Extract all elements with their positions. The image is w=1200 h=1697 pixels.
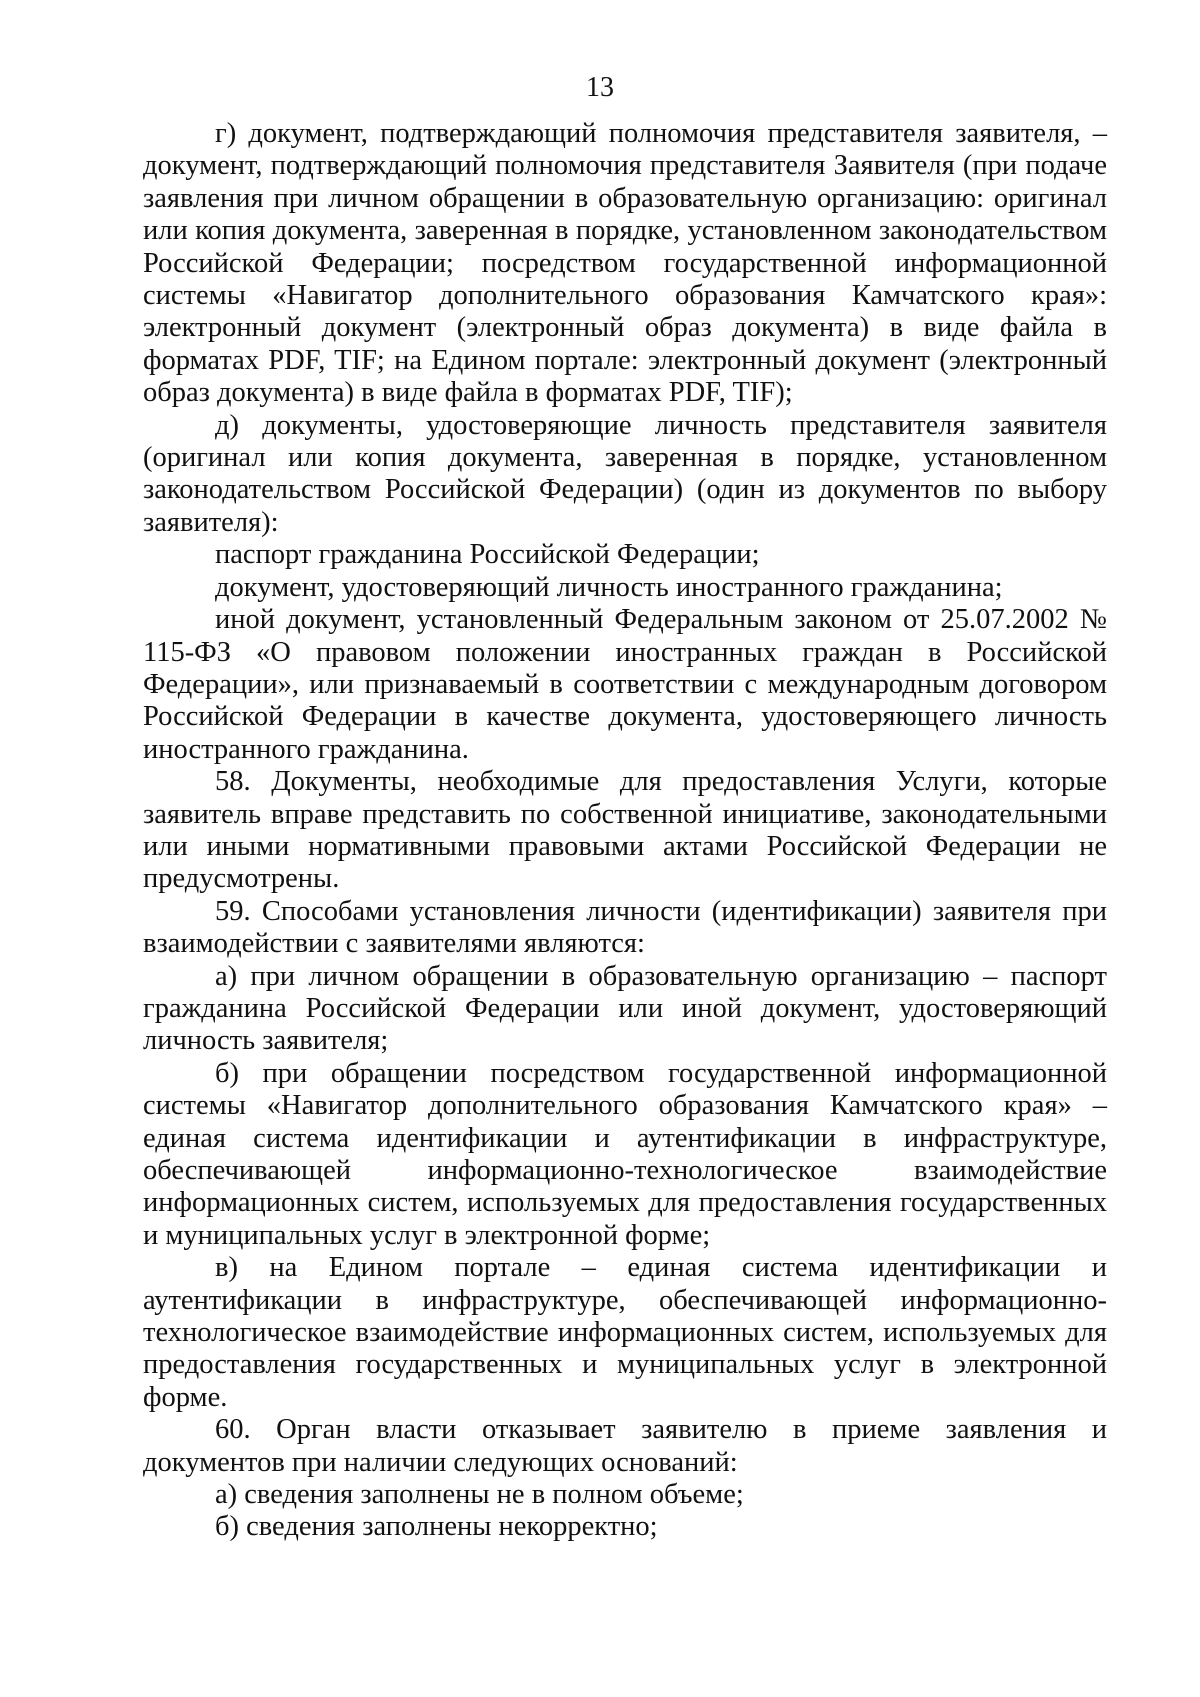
paragraph-60-b: б) сведения заполнены некорректно; <box>215 1511 658 1543</box>
paragraph-d-identity-documents: д) документы, удостоверяющие личность представителя заявителя (оригинал или копия документа, заверенная в порядке, установленном законодательством Российской Федерации) (один из документов по выбору заявителя): <box>143 409 1107 538</box>
paragraph-60: 60. Орган власти отказывает заявителю в приеме заявления и документов при наличии следующих оснований: <box>143 1414 1107 1478</box>
paragraph-60-a: а) сведения заполнены не в полном объеме; <box>215 1479 744 1511</box>
paragraph-59-a: а) при личном обращении в образовательную организацию – паспорт гражданина Российской Федерации или иной документ, удостоверяющий личность заявителя; <box>143 960 1107 1057</box>
paragraph-59-b: б) при обращении посредством государственной информационной системы «Навигатор дополнительного образования Камчатского края» – единая система идентификации и аутентификации в инфраструктуре, обеспечивающей информационно-технологическое взаимодействие информационных систем, используемых для предоставления государственных и муниципальных услуг в электронной форме; <box>143 1057 1107 1251</box>
paragraph-59: 59. Способами установления личности (идентификации) заявителя при взаимодействии с заявителями являются: <box>143 895 1107 960</box>
paragraph-58: 58. Документы, необходимые для предоставления Услуги, которые заявитель вправе представить по собственной инициативе, законодательными или иными нормативными правовыми актами Российской Федерации не предусмотрены. <box>143 766 1107 895</box>
page-number: 13 <box>586 72 614 103</box>
paragraph-other-document: иной документ, установленный Федеральным законом от 25.07.2002 № 115-ФЗ «О правовом положении иностранных граждан в Российской Федерации», или признаваемый в соответствии с международным договором Российской Федерации в качестве документа, удостоверяющего личность иностранного гражданина. <box>143 604 1107 765</box>
paragraph-passport: паспорт гражданина Российской Федерации; <box>215 539 760 571</box>
paragraph-59-v: в) на Едином портале – единая система идентификации и аутентификации в инфраструктуре, обеспечивающей информационно-технологическое взаимодействие информационных систем, используемых для предоставления государственных и муниципальных услуг в электронной форме. <box>143 1252 1107 1413</box>
paragraph-g-representative-authority: г) документ, подтверждающий полномочия представителя заявителя, – документ, подтверждающий полномочия представителя Заявителя (при подаче заявления при личном обращении в образовательную организацию: оригинал или копия документа, заверенная в порядке, установленном законодательством Российской Федерации; посредством государственной информационной системы «Навигатор дополнительного образования Камчатского края»: электронный документ (электронный образ документа) в виде файла в форматах PDF, TIF; на Едином портале: электронный документ (электронный образ документа) в виде файла в форматах PDF, TIF); <box>143 118 1107 409</box>
document-body <box>143 118 1107 1544</box>
paragraph-foreign-id: документ, удостоверяющий личность иностранного гражданина; <box>215 571 1003 603</box>
